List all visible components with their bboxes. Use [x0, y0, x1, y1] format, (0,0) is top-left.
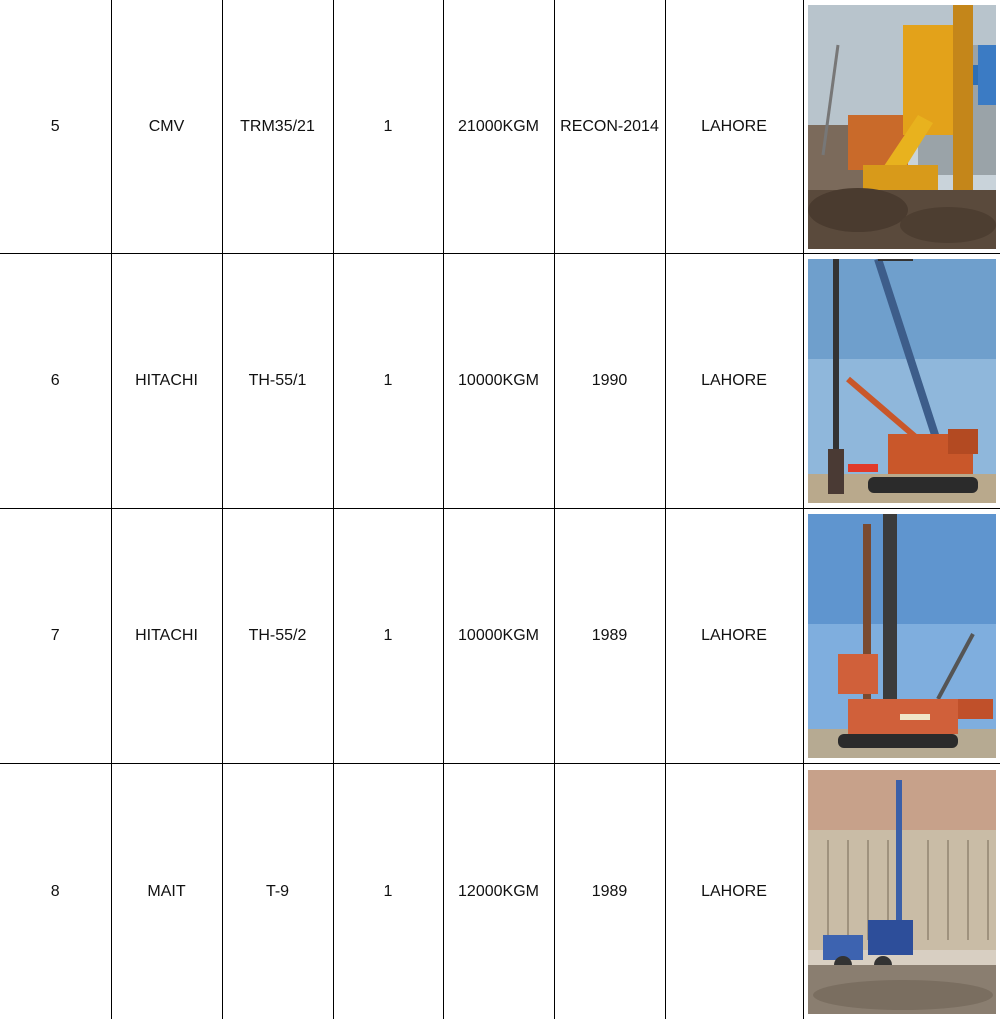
cell-year: 1989 [554, 509, 665, 764]
cell-year: RECON-2014 [554, 0, 665, 254]
cell-photo [803, 254, 1000, 509]
cell-photo [803, 764, 1000, 1020]
table-row [0, 0, 1000, 254]
cell-photo [803, 0, 1000, 254]
cell-no: 7 [0, 509, 111, 764]
cell-qty: 1 [333, 764, 443, 1020]
cell-location: LAHORE [665, 764, 803, 1020]
cell-model: TH-55/1 [222, 254, 333, 509]
orange-rig-with-crane-photo [808, 514, 996, 758]
cell-model: TH-55/2 [222, 509, 333, 764]
cell-qty: 1 [333, 509, 443, 764]
cell-capacity: 10000KGM [443, 254, 554, 509]
cell-model: TRM35/21 [222, 0, 333, 254]
blue-rig-excavation-photo [808, 770, 996, 1014]
cell-photo [803, 509, 1000, 764]
cell-no: 8 [0, 764, 111, 1020]
cell-year: 1989 [554, 764, 665, 1020]
cell-capacity: 12000KGM [443, 764, 554, 1020]
cell-no: 6 [0, 254, 111, 509]
cell-year: 1990 [554, 254, 665, 509]
table-row [0, 764, 1000, 1020]
yellow-piling-rig-photo [808, 5, 996, 249]
cell-location: LAHORE [665, 254, 803, 509]
cell-make: MAIT [111, 764, 222, 1020]
cell-qty: 1 [333, 254, 443, 509]
cell-qty: 1 [333, 0, 443, 254]
table-row [0, 254, 1000, 509]
cell-location: LAHORE [665, 0, 803, 254]
cell-model: T-9 [222, 764, 333, 1020]
cell-make: HITACHI [111, 509, 222, 764]
cell-capacity: 21000KGM [443, 0, 554, 254]
table-row [0, 509, 1000, 764]
cell-location: LAHORE [665, 509, 803, 764]
cell-capacity: 10000KGM [443, 509, 554, 764]
cell-make: CMV [111, 0, 222, 254]
orange-crawler-rig-photo [808, 259, 996, 503]
cell-make: HITACHI [111, 254, 222, 509]
cell-no: 5 [0, 0, 111, 254]
